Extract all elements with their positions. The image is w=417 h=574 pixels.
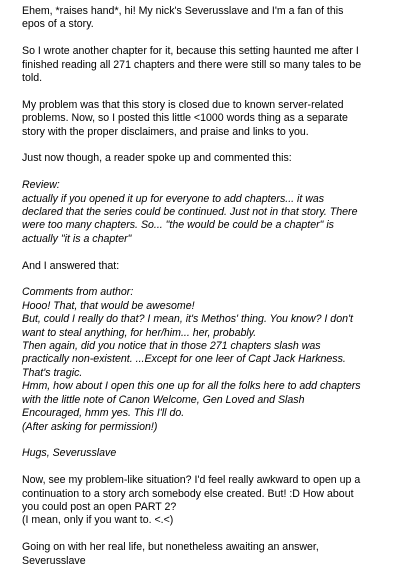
problem-paragraph xyxy=(22,99,399,139)
closing-paragraph xyxy=(22,541,399,568)
intro-paragraph xyxy=(22,5,399,32)
hugs-signoff xyxy=(22,447,399,460)
text-line: you could post an open PART 2? xyxy=(22,500,177,513)
text-line: And I answered that: xyxy=(22,259,120,272)
text-line: Then again, did you notice that in those 271 chapters slash was xyxy=(22,340,321,353)
text-line: with the little note of Canon Welcome, Gen Loved and Slash xyxy=(22,393,305,406)
reader-paragraph xyxy=(22,152,399,165)
text-line: Hugs, Severusslave xyxy=(22,447,117,460)
text-line: practically non-existent. ...Except for one leer of Capt Jack Harkness. xyxy=(22,353,346,366)
text-line: continuation to a story arch somebody else created. But! :D How about xyxy=(22,487,354,500)
text-line: actually if you opened it up for everyone to add chapters... it was xyxy=(22,192,325,205)
text-line: declared that the series could be continued. Just not in that story. There xyxy=(22,206,358,219)
review-heading: Review: xyxy=(22,179,60,192)
text-line: Hooo! That, that would be awesome! xyxy=(22,299,195,312)
text-line: Hmm, how about I open this one up for all the folks here to add chapters xyxy=(22,380,361,393)
text-line: Now, see my problem-like situation? I'd feel really awkward to open up a xyxy=(22,474,361,487)
text-line: That's tragic. xyxy=(22,366,83,379)
text-line: epos of a story. xyxy=(22,18,94,31)
text-line: But, could I really do that? I mean, it's Methos' thing. You know? I don't xyxy=(22,313,353,326)
situation-paragraph xyxy=(22,474,399,528)
text-line: (I mean, only if you want to. <.<) xyxy=(22,514,174,527)
text-line: actually "it is a chapter" xyxy=(22,232,132,245)
text-line: Going on with her real life, but nonetheless awaiting an answer, xyxy=(22,541,319,554)
author-comment-quote xyxy=(22,286,399,433)
author-comment-heading: Comments from author: xyxy=(22,286,134,299)
wrote-chapter-paragraph xyxy=(22,45,399,85)
signature: Severusslave xyxy=(22,554,86,567)
text-line: finished reading all 271 chapters and there were still so many tales to be xyxy=(22,58,362,71)
text-line: Encouraged, hmm yes. This I'll do. xyxy=(22,407,185,420)
text-line: My problem was that this story is closed due to known server-related xyxy=(22,98,344,111)
text-line: problems. Now, so I posted this little <1000 words thing as a separate xyxy=(22,112,348,125)
review-quote xyxy=(22,179,399,246)
text-line: want to steal anything, for her/him... her, probably. xyxy=(22,326,257,339)
text-line: Just now though, a reader spoke up and commented this: xyxy=(22,152,292,165)
text-line: told. xyxy=(22,72,43,85)
text-line: story with the proper disclaimers, and praise and links to you. xyxy=(22,125,309,138)
answered-paragraph xyxy=(22,260,399,273)
text-line: Ehem, *raises hand*, hi! My nick's Severusslave and I'm a fan of this xyxy=(22,5,344,17)
text-line: (After asking for permission!) xyxy=(22,420,158,433)
text-line: were too many chapters. So... "the would be could be a chapter" is xyxy=(22,219,334,232)
text-line: So I wrote another chapter for it, because this setting haunted me after I xyxy=(22,45,359,58)
